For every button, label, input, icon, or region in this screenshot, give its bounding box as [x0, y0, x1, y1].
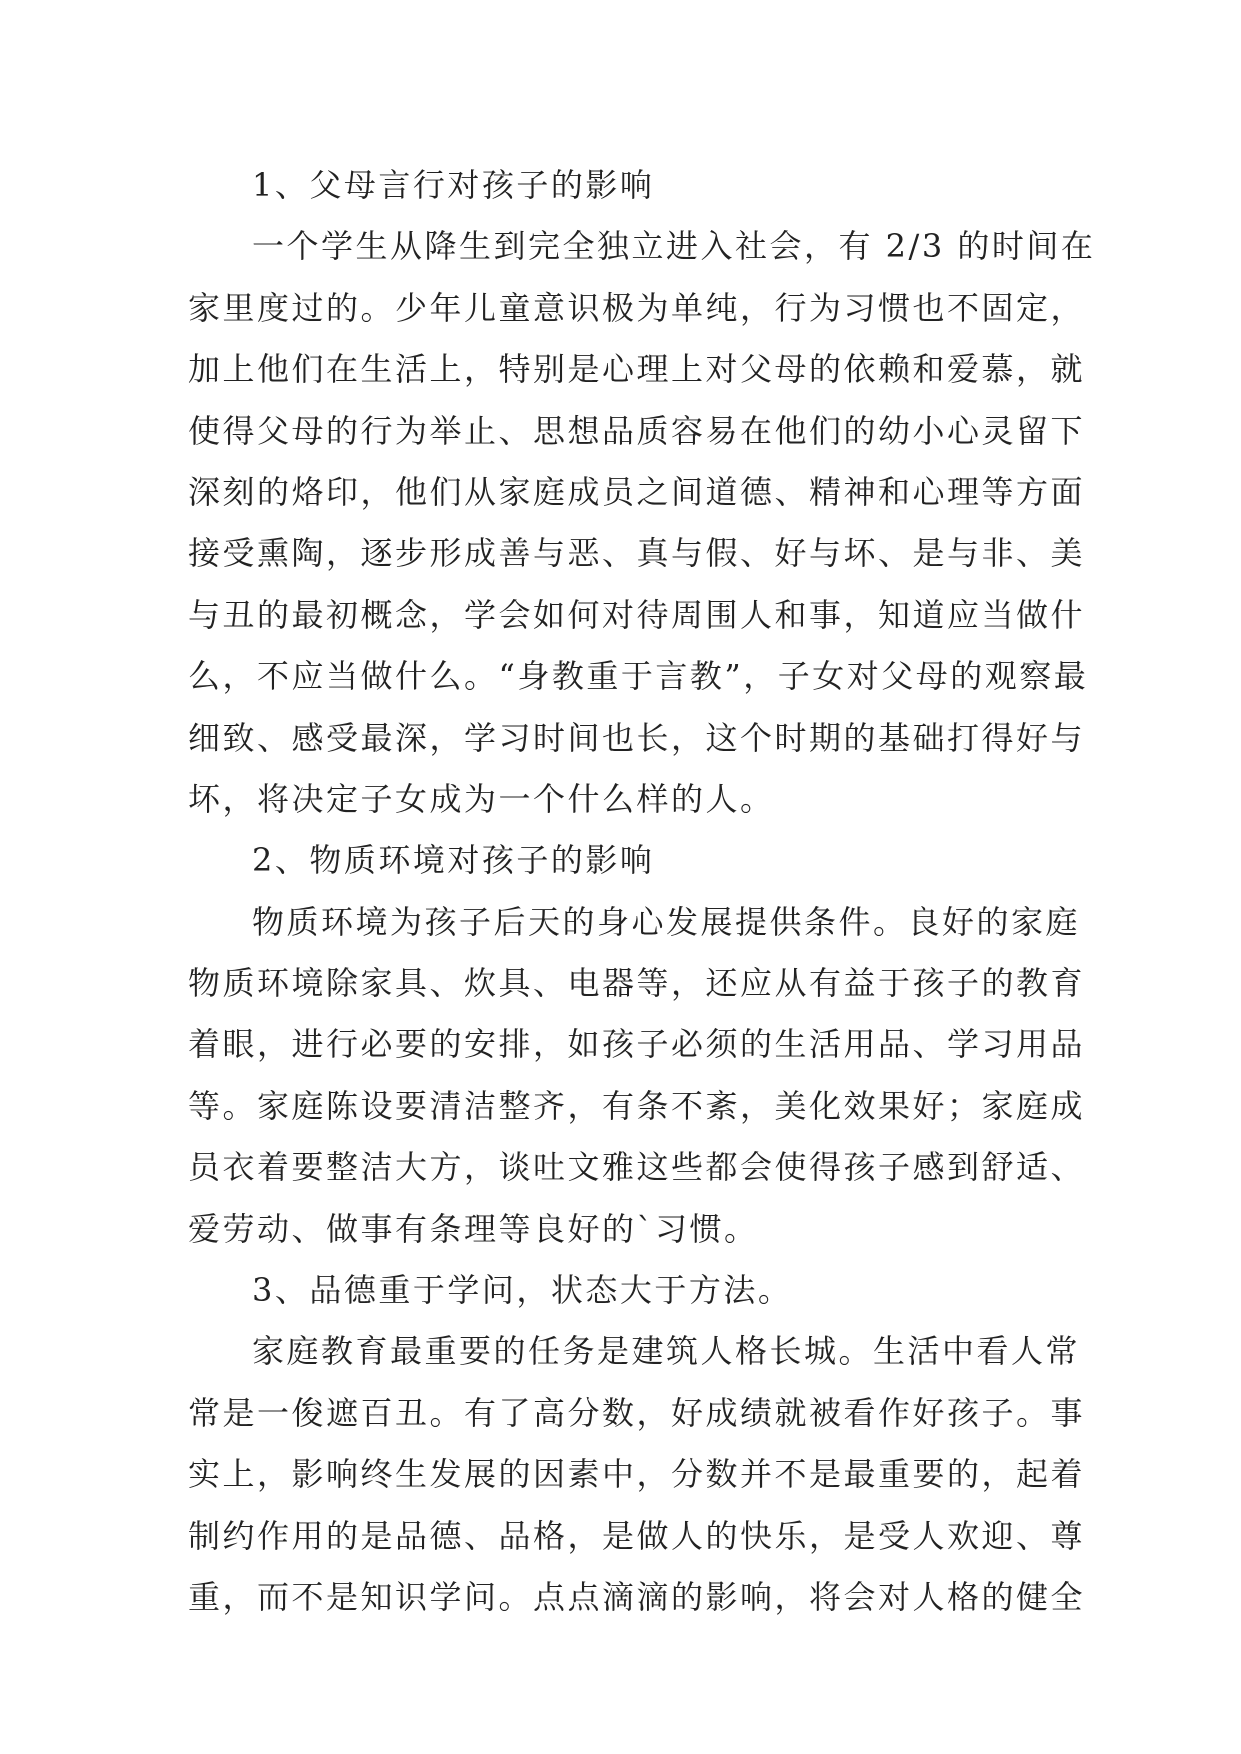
paragraph-line: 物质环境为孩子后天的身心发展提供条件。良好的家庭 [252, 902, 1081, 941]
paragraph-line: 常是一俊遮百丑。有了高分数，好成绩就被看作好孩子。事 [188, 1393, 1086, 1432]
paragraph-line: 与丑的最初概念，学会如何对待周围人和事，知道应当做什 [188, 595, 1086, 634]
paragraph-line: 物质环境除家具、炊具、电器等，还应从有益于孩子的教育 [188, 964, 1086, 1003]
document-body [188, 155, 1188, 1628]
paragraph-line: 等。家庭陈设要清洁整齐，有条不紊，美化效果好；家庭成 [188, 1086, 1086, 1125]
paragraph-line: 家里度过的。少年儿童意识极为单纯，行为习惯也不固定， [188, 288, 1086, 327]
paragraph-line: 家庭教育最重要的任务是建筑人格长城。生活中看人常 [252, 1332, 1081, 1371]
paragraph-line: 使得父母的行为举止、思想品质容易在他们的幼小心灵留下 [188, 411, 1086, 450]
paragraph-line: 一个学生从降生到完全独立进入社会，有 2/3 的时间在 [252, 227, 1096, 266]
section-heading-2: 2、物质环境对孩子的影响 [252, 841, 655, 880]
paragraph-line: 着眼，进行必要的安排，如孩子必须的生活用品、学习用品 [188, 1025, 1086, 1064]
section-heading-3: 3、品德重于学问，状态大于方法。 [252, 1271, 793, 1310]
paragraph-line: 重，而不是知识学问。点点滴滴的影响，将会对人格的健全 [188, 1577, 1086, 1616]
paragraph-line: 加上他们在生活上，特别是心理上对父母的依赖和爱慕，就 [188, 350, 1086, 389]
paragraph-line: 深刻的烙印，他们从家庭成员之间道德、精神和心理等方面 [188, 472, 1086, 511]
paragraph-line: 制约作用的是品德、品格，是做人的快乐，是受人欢迎、尊 [188, 1516, 1086, 1555]
section-heading-1: 1、父母言行对孩子的影响 [252, 166, 655, 204]
paragraph-line: 接受熏陶，逐步形成善与恶、真与假、好与坏、是与非、美 [188, 534, 1086, 573]
paragraph-line: 爱劳动、做事有条理等良好的`习惯。 [188, 1209, 759, 1248]
paragraph-line: 么，不应当做什么。“身教重于言教”，子女对父母的观察最 [188, 657, 1089, 696]
paragraph-line: 坏，将决定子女成为一个什么样的人。 [188, 779, 775, 818]
paragraph-line: 细致、感受最深，学习时间也长，这个时期的基础打得好与 [188, 718, 1086, 757]
paragraph-line: 实上，影响终生发展的因素中，分数并不是最重要的，起着 [188, 1455, 1086, 1494]
paragraph-line: 员衣着要整洁大方，谈吐文雅这些都会使得孩子感到舒适、 [188, 1148, 1086, 1187]
